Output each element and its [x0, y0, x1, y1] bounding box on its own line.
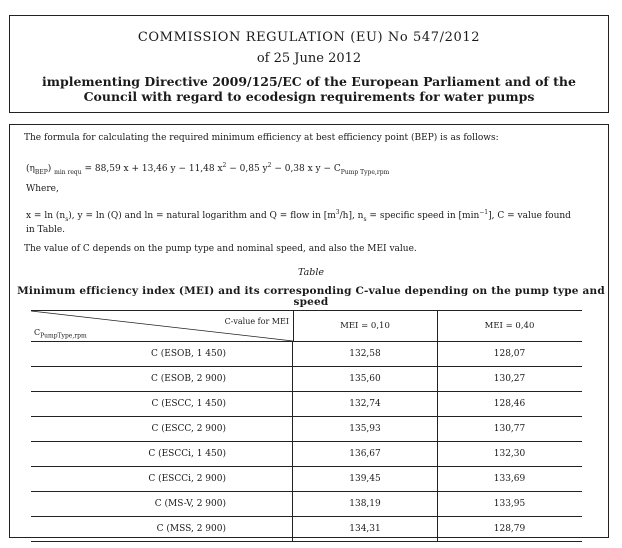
def-part-e: ], C = value found in Table. [26, 211, 571, 235]
cell-mei-010: 139,45 [293, 467, 438, 491]
table-header-row [31, 310, 582, 342]
row-label: C (MSS, 2 900) [31, 517, 293, 541]
cell-mei-010: 136,67 [293, 442, 438, 466]
def-part-b: ), y = ln (Q) and ln = natural logarithm and Q = flow in [m [68, 211, 336, 221]
cell-mei-010: 138,19 [293, 492, 438, 516]
corner-bottom-c: C [34, 328, 41, 337]
row-label: C (ESCCi, 1 450) [31, 442, 293, 466]
regulation-date: of 25 June 2012 [256, 51, 362, 66]
corner-bottom-sub: PumpType,rpm [40, 332, 87, 340]
column-header-mei-040: MEI = 0,40 [484, 321, 535, 331]
def-part-d: = specific speed in [min [366, 211, 480, 221]
formula-eta-sub: BEP [34, 168, 48, 176]
corner-header-cell [31, 311, 294, 341]
table-row [31, 367, 582, 392]
cell-mei-040: 133,95 [493, 499, 526, 509]
table-row [31, 442, 582, 467]
table-row [31, 517, 582, 542]
row-label: C (ESOB, 2 900) [31, 367, 293, 391]
cell-mei-010: 134,31 [293, 517, 438, 541]
formula-sq2: 2 [267, 162, 272, 169]
table-caption: Minimum efficiency index (MEI) and its corresponding C-value depending on the pump type and speed [17, 285, 605, 308]
cell-mei-040: 130,77 [493, 424, 526, 434]
cell-mei-040: 133,69 [493, 474, 526, 484]
corner-top-label: C-value for MEI [224, 317, 289, 326]
row-label: C (ESCCi, 2 900) [31, 467, 293, 491]
formula-eta: (η [26, 164, 35, 174]
efficiency-formula [26, 160, 389, 178]
cell-mei-010: 135,60 [293, 367, 438, 391]
row-label: C (ESOB, 1 450) [31, 342, 293, 366]
cell-mei-010: 135,93 [293, 417, 438, 441]
variable-definitions [26, 207, 581, 236]
table-row [31, 342, 582, 367]
formula-sq: 2 [222, 162, 227, 169]
formula-min-requ: min requ [54, 168, 82, 176]
def-sup-b: 3 [335, 209, 340, 216]
intro-text: The formula for calculating the required minimum efficiency at best efficiency point (BEP) is as follows: [24, 133, 499, 143]
cell-mei-010: 132,58 [293, 342, 438, 366]
table-row [31, 467, 582, 492]
def-sup-d: −1 [479, 209, 489, 216]
def-sub-c: s [363, 215, 367, 223]
def-part-c: /h], n [339, 211, 364, 221]
row-label: C (MS-V, 2 900) [31, 492, 293, 516]
formula-c-sub: Pump Type,rpm [340, 168, 390, 176]
where-text: Where, [26, 184, 59, 194]
cell-mei-040: 128,07 [493, 349, 526, 359]
column-header-mei-010: MEI = 0,10 [293, 311, 438, 341]
cell-mei-040: 130,27 [493, 374, 526, 384]
regulation-subtitle: implementing Directive 2009/125/EC of the European Parliament and of the Council with regard to ecodesign requirements for water pumps [42, 74, 576, 104]
regulation-title: COMMISSION REGULATION (EU) No 547/2012 [137, 30, 481, 45]
formula-expr1: = 88,59 x + 13,46 y − 11,48 x [81, 164, 223, 174]
table-row [31, 492, 582, 517]
cell-mei-040: 132,30 [493, 449, 526, 459]
table-row [31, 392, 582, 417]
row-label: C (ESCC, 1 450) [31, 392, 293, 416]
mei-table [31, 310, 582, 542]
corner-bottom-label [34, 328, 87, 340]
cell-mei-010: 132,74 [293, 392, 438, 416]
formula-close: ) [47, 164, 52, 174]
c-value-note: The value of C depends on the pump type and nominal speed, and also the MEI value. [24, 244, 417, 254]
cell-mei-040: 128,46 [493, 399, 526, 409]
table-label: Table [297, 267, 324, 278]
cell-mei-040: 128,79 [493, 524, 526, 534]
formula-expr2: − 0,85 y [226, 164, 268, 174]
table-row [31, 417, 582, 442]
def-part-a: x = ln (n [26, 211, 66, 221]
regulation-header [9, 15, 609, 113]
row-label: C (ESCC, 2 900) [31, 417, 293, 441]
def-sub-a: s [65, 215, 69, 223]
formula-expr3: − 0,38 x y − C [271, 164, 341, 174]
